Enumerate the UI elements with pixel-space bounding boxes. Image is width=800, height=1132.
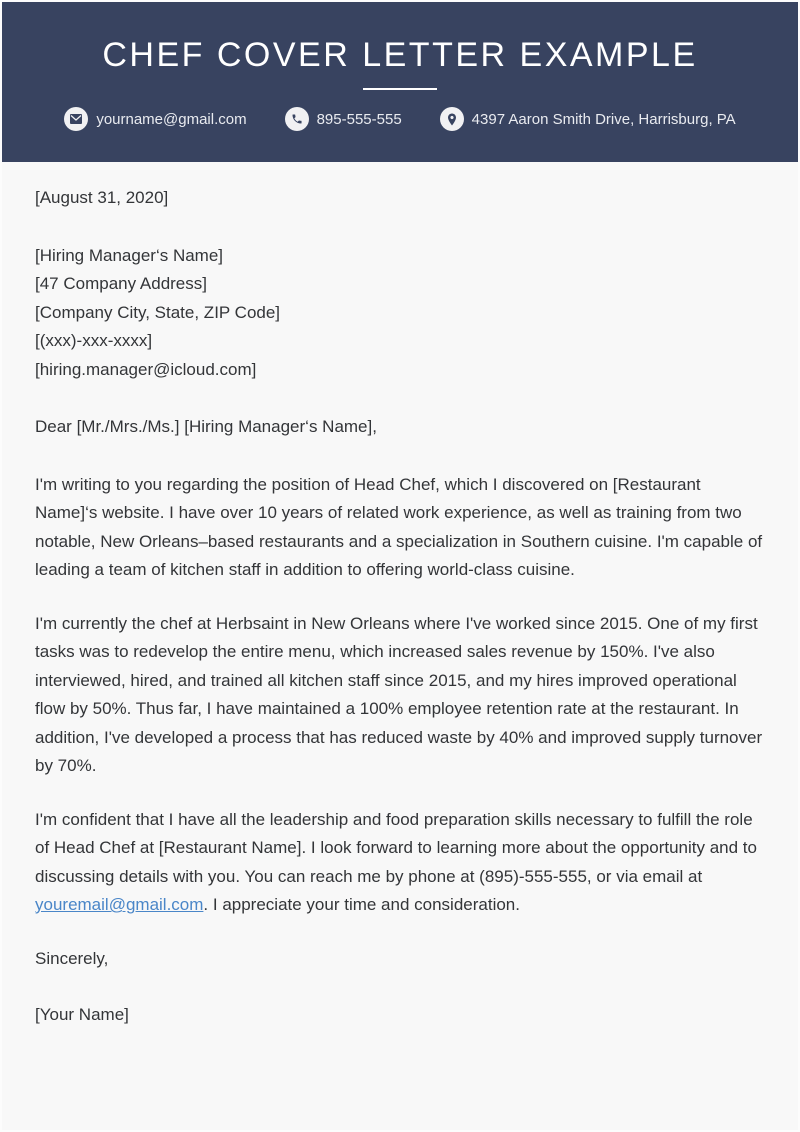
recipient-line: [Company City, State, ZIP Code] [35,302,281,322]
recipient-line: [47 Company Address] [35,274,207,293]
paragraph-3-text-before: I'm confident that I have all the leadership and food preparation skills necessary to fulfill the role of Head Chef at [Restaurant Name]. I look forward to learning more about the opportunity and to discussing details with you. You can reach me by phone at (895)-555-555, or via email at [35,809,757,886]
email-link[interactable]: youremail@gmail.com [35,895,204,914]
page-title: CHEF COVER LETTER EXAMPLE [102,36,698,74]
closing: Sincerely, [35,948,109,968]
letter-paragraph-1: I'm writing to you regarding the position of Head Chef, which I discovered on [Restaurant Name]‘s website. I have over 10 years of related work experience, as well as training from two notable, New Orleans–based restaurants and a specialization in Southern cuisine. I'm capable of leading a team of kitchen staff in addition to offering world-class cuisine. [35,474,763,579]
contact-phone-text: 895-555-555 [316,110,402,128]
letter-date: [August 31, 2020] [35,188,169,207]
contact-address-text: 4397 Aaron Smith Drive, Harrisburg, PA [471,110,736,128]
contact-row [64,107,735,131]
contact-phone [285,107,402,131]
contact-email [64,107,246,131]
recipient-block [35,242,763,385]
letter-header [2,2,798,162]
salutation: Dear [Mr./Mrs./Ms.] [Hiring Manager‘s Name], [35,417,377,436]
letter-paragraph-3 [35,806,763,920]
title-divider [363,88,437,90]
phone-icon [285,107,309,131]
signature: [Your Name] [35,1005,129,1024]
letter-body [2,162,798,1030]
contact-email-text: yourname@gmail.com [96,110,247,128]
location-pin-icon [440,107,464,131]
email-icon [64,107,88,131]
recipient-line: [Hiring Manager‘s Name] [35,245,224,265]
letter-paragraph-2: I'm currently the chef at Herbsaint in New Orleans where I've worked since 2015. One of my first tasks was to redevelop the entire menu, which increased sales revenue by 150%. I've also interviewed, hired, and trained all kitchen staff since 2015, and my hires improved operational flow by 50%. Thus far, I have maintained a 100% employee retention rate at the restaurant. In addition, I've developed a process that has reduced waste by 40% and improved supply turnover by 70%. [35,613,763,775]
recipient-line: [hiring.manager@icloud.com] [35,359,257,379]
paragraph-3-text-after: . I appreciate your time and consideration. [203,895,520,914]
contact-address [440,107,736,131]
recipient-line: [(xxx)-xxx-xxxx] [35,331,153,350]
